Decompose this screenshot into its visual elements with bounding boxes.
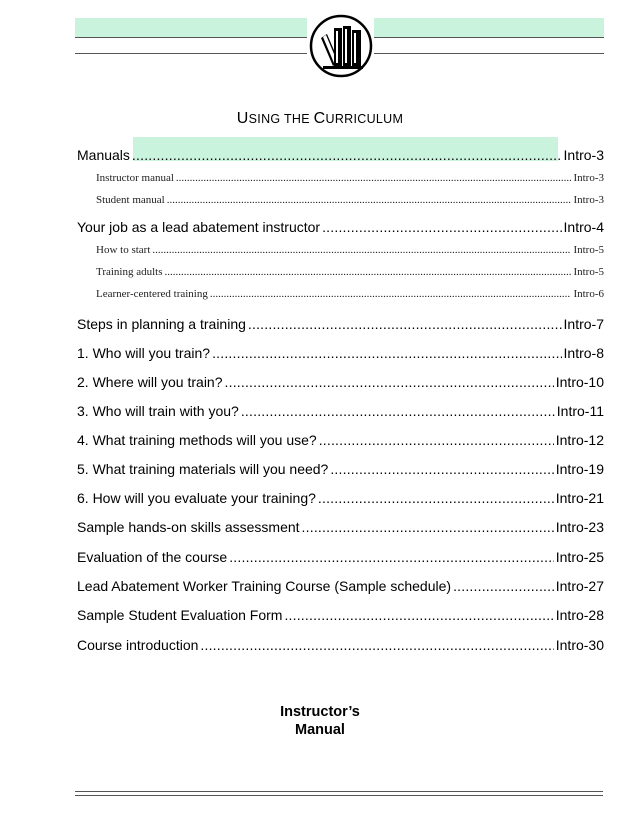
manual-label xyxy=(0,703,640,739)
footer-rule xyxy=(75,795,603,796)
toc-entry-worker-course[interactable]: Lead Abatement Worker Training Course (Sample schedule) ..... Intro-27 xyxy=(77,578,604,594)
toc-entry-instructor-manual[interactable]: Instructor manual ..... Intro-3 xyxy=(96,172,604,184)
toc-entry-student-manual[interactable]: Student manual ..... Intro-3 xyxy=(96,194,604,206)
toc-entry-materials[interactable]: 5. What training materials will you need? ..... Intro-19 xyxy=(77,461,604,477)
toc-entry-your-job[interactable]: Your job as a lead abatement instructor ..... Intro-4 xyxy=(77,219,604,235)
manual-label-line2: Manual xyxy=(295,722,345,738)
toc-entry-sample-skills[interactable]: Sample hands-on skills assessment ..... Intro-23 xyxy=(77,519,604,535)
toc-entry-evaluate[interactable]: 6. How will you evaluate your training? ..... Intro-21 xyxy=(77,490,604,506)
toc-entry-course-intro[interactable]: Course introduction ..... Intro-30 xyxy=(77,637,604,653)
manual-label-line1: Instructor’s xyxy=(280,704,360,720)
toc-entry-manuals[interactable]: Manuals ..... Intro-3 xyxy=(77,147,604,163)
toc-entry-student-eval[interactable]: Sample Student Evaluation Form ..... Intro-28 xyxy=(77,607,604,623)
toc-entry-steps[interactable]: Steps in planning a training ..... Intro-7 xyxy=(77,316,604,332)
toc-entry-methods[interactable]: 4. What training methods will you use? ..... Intro-12 xyxy=(77,432,604,448)
toc-entry-who-train[interactable]: 1. Who will you train? ..... Intro-8 xyxy=(77,345,604,361)
page-title: USING THE CURRICULUM xyxy=(236,110,404,127)
toc-entry-training-adults[interactable]: Training adults ..... Intro-5 xyxy=(96,266,604,278)
toc-entry-eval-course[interactable]: Evaluation of the course ..... Intro-25 xyxy=(77,549,604,565)
toc-entry-learner-centered[interactable]: Learner-centered training ..... Intro-6 xyxy=(96,288,604,300)
toc-entry-how-to-start[interactable]: How to start ..... Intro-5 xyxy=(96,244,604,256)
toc-entry-who-with[interactable]: 3. Who will train with you? ..... Intro-11 xyxy=(77,403,604,419)
footer-rule xyxy=(75,791,603,792)
toc-entry-where-train[interactable]: 2. Where will you train? ..... Intro-10 xyxy=(77,374,604,390)
